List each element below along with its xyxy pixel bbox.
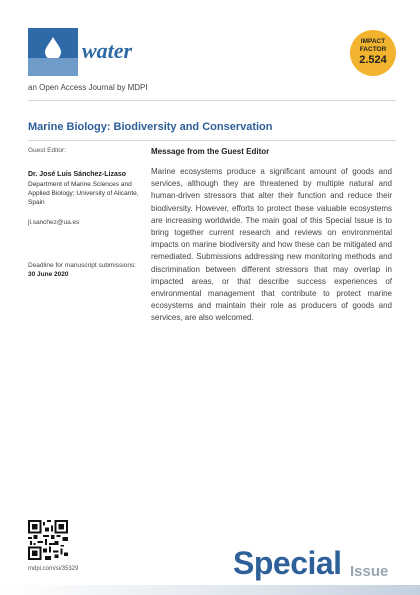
divider [28, 100, 396, 101]
main-content [151, 147, 392, 325]
special-label: Special [233, 545, 342, 581]
sidebar [28, 147, 146, 278]
guest-editor-label: Guest Editor: [28, 147, 66, 154]
special-issue-title: Marine Biology: Biodiversity and Conservation [28, 121, 273, 133]
divider [28, 140, 396, 141]
message-heading: Message from the Guest Editor [151, 147, 270, 156]
impact-factor-badge [350, 30, 396, 76]
deadline-label: Deadline for manuscript submissions: [28, 262, 137, 269]
factor-label: FACTOR [359, 46, 387, 53]
message-body: Marine ecosystems produce a significant amount of goods and services, although they are threatened by multiple natural and human-driven stressors that alter their function and reduce their biodiversity. However, efforts to protect these valuable ecosystems are increasing worldwide. The main goal of this Special Issue is to bring together current research and reviews on environmental impacts on marine biodiversity and how these can be mitigated and remediated. Submissions addressing new monitoring methods and discrimination between different stressors that may overlap in impacted areas, or that describe success experiences of environmental management that contribute to protect marine ecosystems and maintain their role as producers of goods and services, are also welcomed. [151, 167, 392, 323]
editor-name: Dr. José Luis Sánchez-Lizaso [28, 171, 127, 178]
deadline-date: 30 June 2020 [28, 271, 69, 278]
journal-name: water [82, 38, 133, 63]
special-issue-url[interactable]: mdpi.com/si/35329 [28, 566, 79, 572]
qr-code[interactable] [28, 520, 68, 560]
water-drop-icon [42, 36, 64, 60]
impact-label: IMPACT [360, 38, 386, 45]
impact-factor-value: 2.524 [359, 54, 387, 66]
issue-label: Issue [350, 563, 389, 580]
editor-email-link[interactable]: jl.sanchez@ua.es [28, 219, 80, 226]
journal-logo [28, 28, 78, 76]
editor-affiliation: Department of Marine Sciences and Applied Biology; University of Alicante, Spain [28, 181, 139, 206]
bottom-band [0, 585, 420, 595]
journal-tagline: an Open Access Journal by MDPI [28, 83, 148, 92]
logo-wave [28, 58, 78, 76]
